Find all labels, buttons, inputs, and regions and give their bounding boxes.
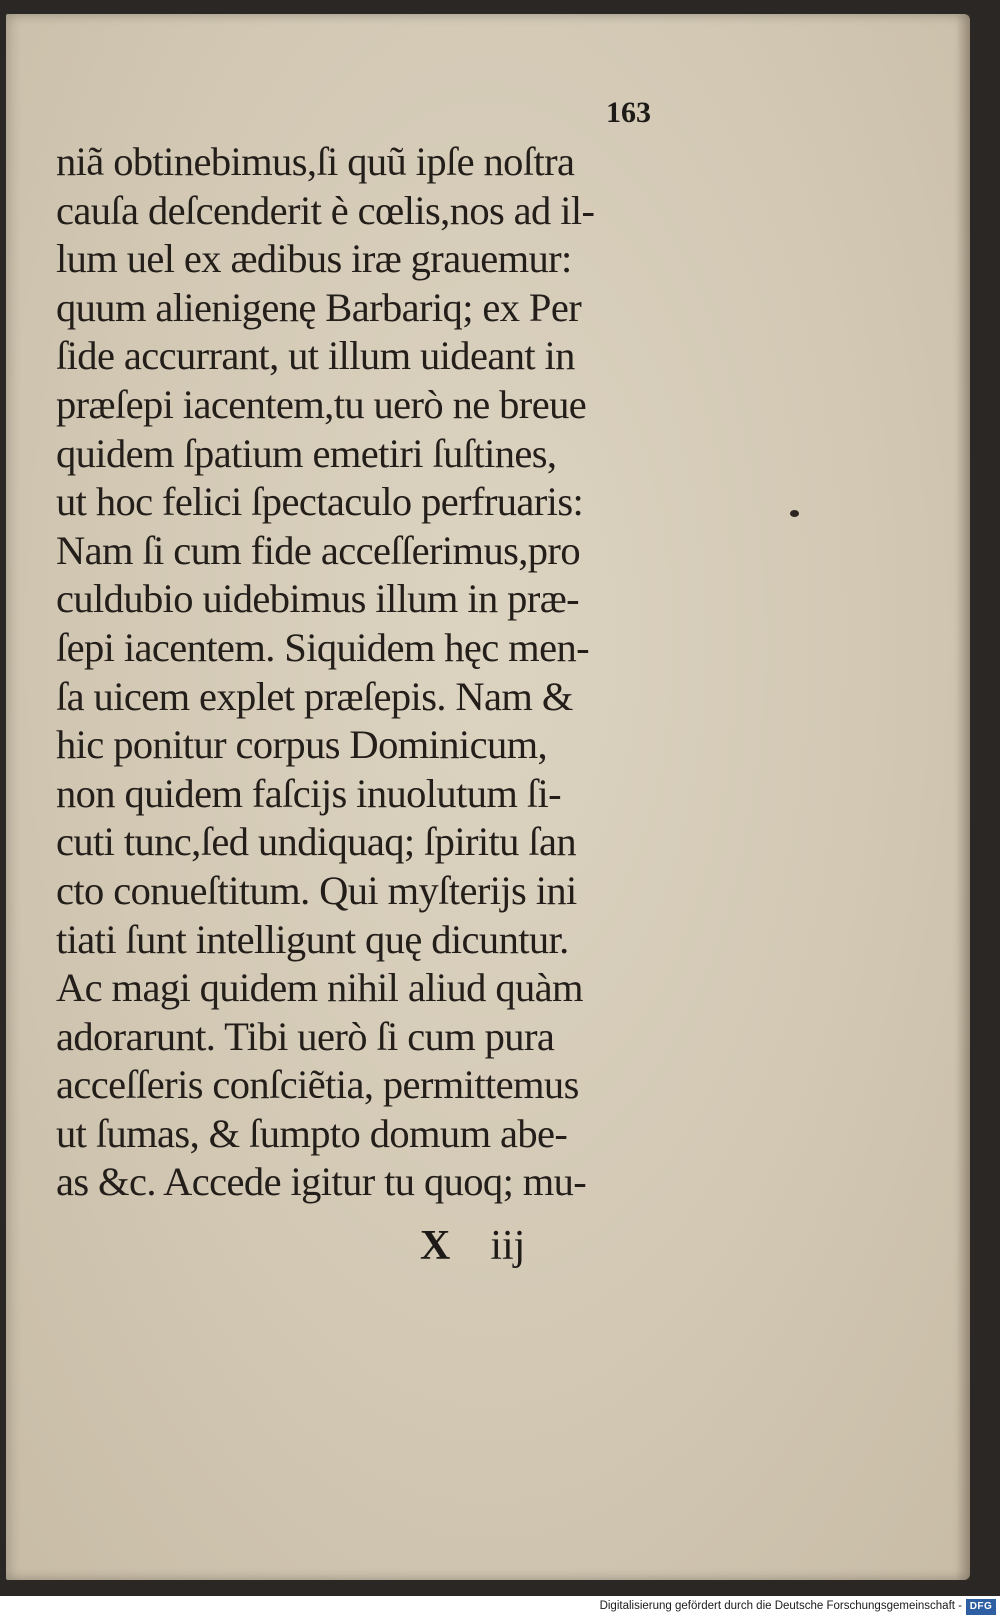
text-line: ſepi iacentem. Siquidem hęc men‐ (56, 624, 589, 670)
text-line: non quidem faſcijs inuolutum ſi‐ (56, 770, 561, 816)
text-line: culdubio uidebimus illum in præ‐ (56, 576, 580, 622)
text-line: niã obtinebimus,ſi quũ ipſe noſtra (56, 139, 575, 184)
text-line: adorarunt. Tibi uerò ſi cum pura (56, 1013, 555, 1059)
text-line: præſepi iacentem,tu uerò ne breue (56, 381, 587, 427)
text-line: cuti tunc,ſed undiquaq; ſpiritu ſan (56, 819, 577, 865)
text-line: hic ponitur corpus Dominicum, (56, 722, 548, 768)
signature-numeral: iij (490, 1223, 526, 1269)
text-line: Ac magi quidem nihil aliud quàm (56, 965, 583, 1011)
text-line: ut ſumas, & ſumpto domum abe‐ (56, 1110, 568, 1156)
text-line: tiati ſunt intelligunt quę dicuntur. (56, 916, 569, 962)
text-line: acceſſeris conſciẽtia, permittemus (56, 1062, 579, 1108)
ink-speck (790, 510, 799, 517)
text-line: quum alienigenę Barbariq; ex Per (56, 284, 582, 330)
text-line: lum uel ex ædibus iræ grauemur: (56, 236, 572, 282)
text-line: ſa uicem explet præſepis. Nam & (56, 673, 573, 719)
signature-mark (420, 1222, 525, 1270)
page-edge-shadow (956, 14, 970, 1580)
text-line: ſide accurrant, ut illum uideant in (56, 333, 575, 379)
dfg-logo: DFG (966, 1599, 996, 1615)
text-line: cauſa deſcenderit è cœlis,nos ad il‐ (56, 187, 595, 233)
text-line: ut hoc felici ſpectaculo perfruaris: (56, 479, 584, 525)
text-block (56, 138, 676, 1207)
book-page (6, 14, 970, 1580)
text-line: as &c. Accede igitur tu quoq; mu‐ (56, 1159, 587, 1205)
text-line: quidem ſpatium emetiri ſuſtines, (56, 430, 557, 476)
page-number: 163 (606, 96, 651, 129)
signature-letter: X (420, 1223, 451, 1269)
funding-credit: Digitalisierung gefördert durch die Deutsche Forschungsgemeinschaft - (599, 1600, 962, 1612)
text-line: cto conueſtitum. Qui myſterijs ini (56, 867, 577, 913)
text-line: Nam ſi cum fide acceſſerimus,pro (56, 527, 580, 573)
footer-bar (0, 1596, 1000, 1620)
